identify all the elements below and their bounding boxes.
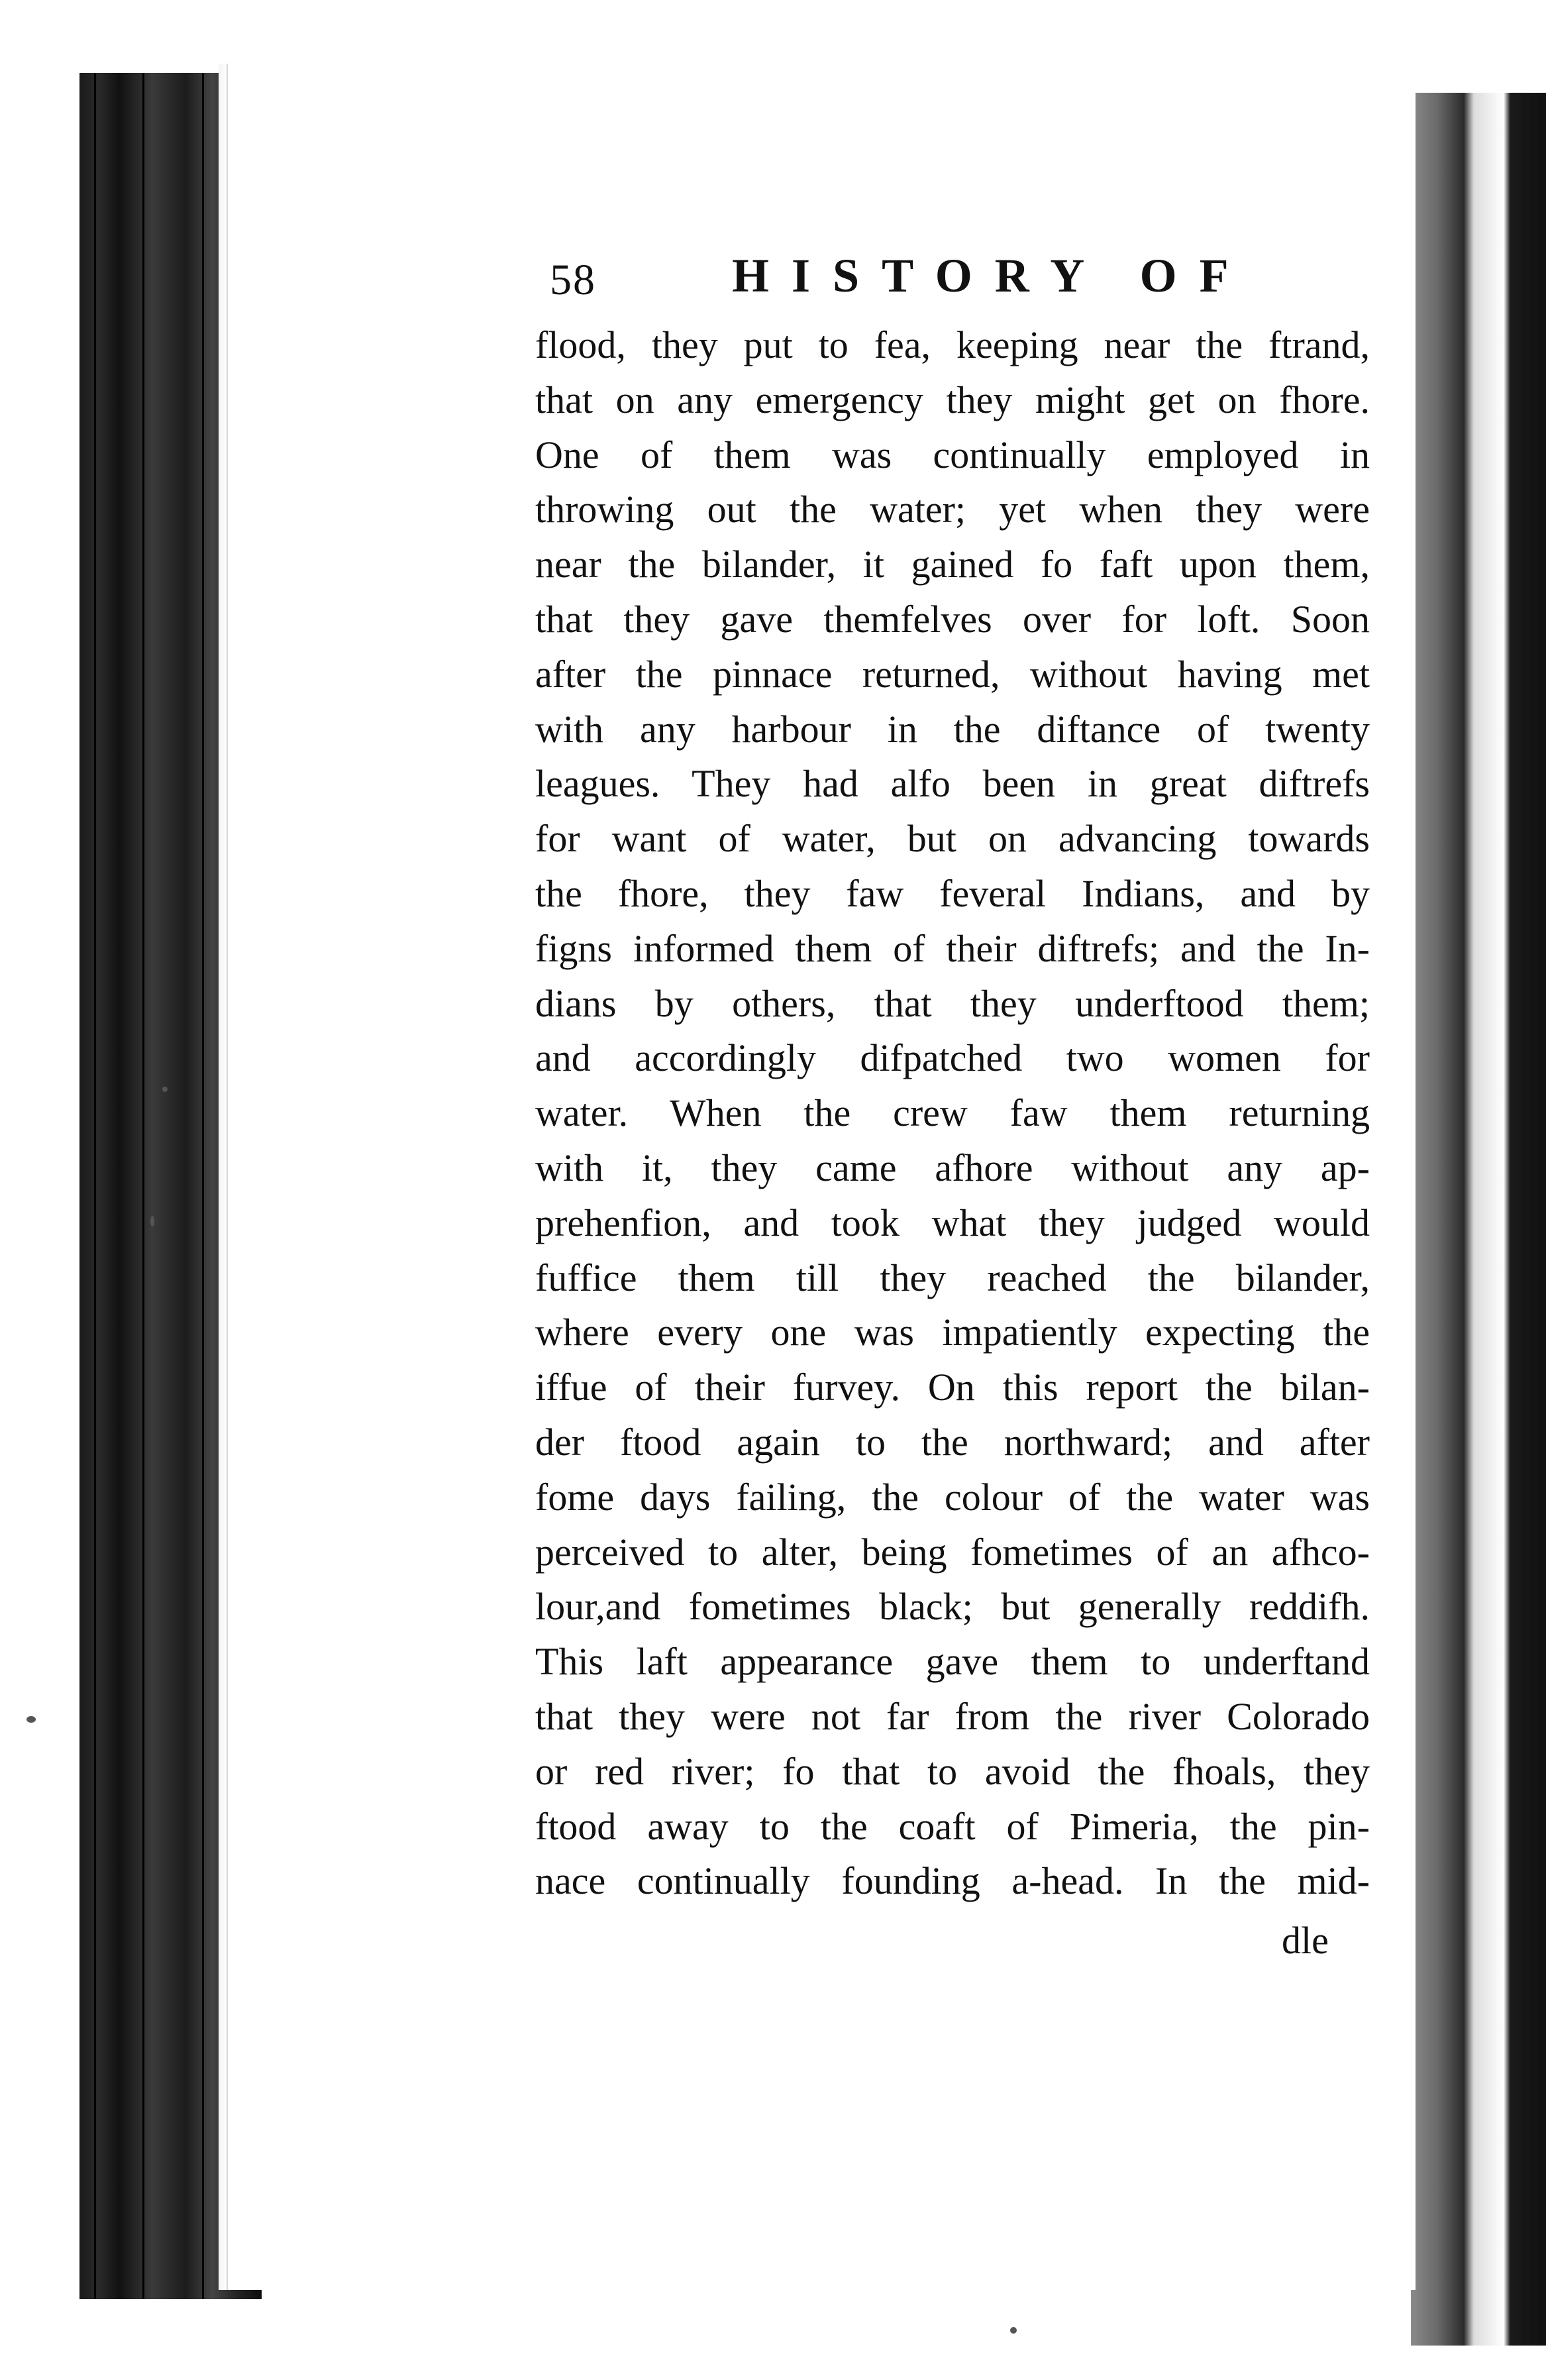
binding-line (142, 73, 144, 2299)
text-line: throwing out the water; yet when they were (535, 488, 1370, 531)
text-line: fome days failing, the colour of the water was (535, 1475, 1370, 1519)
page-header (550, 248, 1345, 321)
text-line: the fhore, they faw feveral Indians, and by (535, 871, 1370, 915)
text-line: nace continually founding a-head. In the mid- (535, 1859, 1370, 1903)
next-leaf-edge (1411, 93, 1546, 2346)
text-line: flood, they put to fea, keeping near the ftrand, (535, 323, 1370, 366)
text-line: with it, they came afhore without any ap- (535, 1146, 1370, 1189)
text-line: dians by others, that they underftood them; (535, 981, 1370, 1025)
text-line: leagues. They had alfo been in great diftrefs (535, 762, 1370, 806)
scan-speck (150, 1216, 154, 1226)
text-line: ftood away to the coaft of Pimeria, the pin- (535, 1804, 1370, 1848)
text-line: and accordingly difpatched two women for (535, 1036, 1370, 1080)
page-number: 58 (550, 256, 596, 304)
text-line: der ftood again to the northward; and after (535, 1420, 1370, 1464)
running-title: HISTORY OF (732, 249, 1251, 302)
text-line: water. When the crew faw them returning (535, 1091, 1370, 1135)
binding-line (202, 73, 204, 2299)
text-line: where every one was impatiently expecting the (535, 1311, 1370, 1354)
text-line: figns informed them of their diftrefs; and the In- (535, 926, 1370, 970)
text-line: for want of water, but on advancing towards (535, 817, 1370, 861)
text-line: perceived to alter, being fometimes of an afhco- (535, 1530, 1370, 1574)
text-line: that they were not far from the river Colorado (535, 1694, 1370, 1738)
scan-speck (26, 1716, 36, 1723)
text-line: near the bilander, it gained fo faft upon them, (535, 543, 1370, 586)
text-line: that on any emergency they might get on fhore. (535, 378, 1370, 421)
body-text (535, 318, 1370, 1909)
text-line: with any harbour in the diftance of twenty (535, 707, 1370, 751)
text-line: or red river; fo that to avoid the fhoals, they (535, 1749, 1370, 1793)
scan-speck (162, 1087, 168, 1092)
binding-line (94, 73, 96, 2299)
text-line: One of them was continually employed in (535, 433, 1370, 476)
text-line: lour,and fometimes black; but generally reddifh. (535, 1585, 1370, 1629)
scan-speck (1010, 2327, 1017, 2334)
text-line: This laft appearance gave them to underftand (535, 1640, 1370, 1684)
text-line: that they gave themfelves over for loft. Soon (535, 597, 1370, 641)
text-line: after the pinnace returned, without having met (535, 652, 1370, 696)
text-line: prehenfion, and took what they judged would (535, 1201, 1370, 1244)
text-line: fuffice them till they reached the bilander, (535, 1256, 1370, 1299)
text-line: iffue of their furvey. On this report the bilan- (535, 1366, 1370, 1409)
catchword: dle (1282, 1919, 1329, 1962)
